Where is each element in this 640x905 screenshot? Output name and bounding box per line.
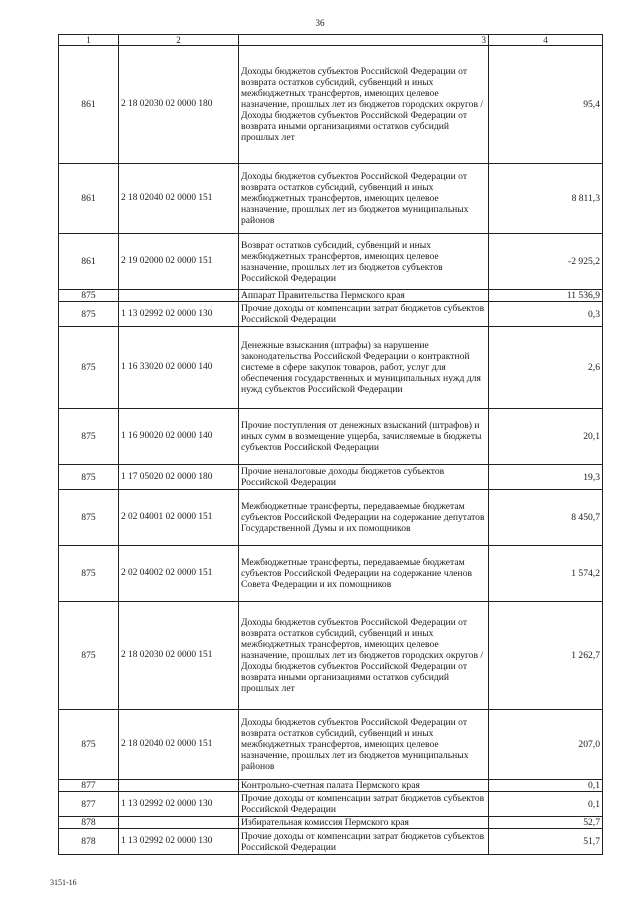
- amount-cell: 8 811,3: [489, 164, 603, 234]
- revenue-code-cell: 1 13 02992 02 0000 130: [119, 829, 239, 855]
- amount-cell: 1 262,7: [489, 602, 603, 710]
- revenue-name-cell: Доходы бюджетов субъектов Российской Федерации от возврата остатков субсидий, субвенций и иных межбюджетных трансфертов, имеющих целевое назначение, прошлых лет из бюджетов городских округов / Доходы бюджетов субъектов Российской Федерации от возврата иными организациями остатков субсидий прошлых лет: [239, 46, 489, 164]
- table-row: [59, 829, 603, 855]
- revenue-table: [58, 34, 603, 855]
- revenue-name-cell: Прочие доходы от компенсации затрат бюджетов субъектов Российской Федерации: [239, 829, 489, 855]
- revenue-name-cell: Контрольно-счетная палата Пермского края: [239, 780, 489, 792]
- revenue-code-cell: 2 19 02000 02 0000 151: [119, 234, 239, 290]
- admin-code-cell: 875: [59, 710, 119, 780]
- revenue-code-cell: 1 16 33020 02 0000 140: [119, 327, 239, 409]
- revenue-code-cell: [119, 817, 239, 829]
- revenue-code-cell: 1 16 90020 02 0000 140: [119, 409, 239, 465]
- revenue-name-cell: Доходы бюджетов субъектов Российской Федерации от возврата остатков субсидий, субвенций и иных межбюджетных трансфертов, имеющих целевое назначение, прошлых лет из бюджетов муниципальных районов: [239, 164, 489, 234]
- revenue-code-cell: 2 02 04001 02 0000 151: [119, 490, 239, 546]
- revenue-code-cell: 1 13 02992 02 0000 130: [119, 792, 239, 817]
- revenue-code-cell: 2 18 02030 02 0000 151: [119, 602, 239, 710]
- amount-cell: 2,6: [489, 327, 603, 409]
- admin-code-cell: 861: [59, 46, 119, 164]
- table-row: [59, 546, 603, 602]
- table-row: [59, 817, 603, 829]
- table-row: [59, 302, 603, 327]
- amount-cell: 0,1: [489, 792, 603, 817]
- revenue-code-cell: 2 18 02040 02 0000 151: [119, 164, 239, 234]
- column-header-3: 3: [239, 35, 489, 46]
- table-row: [59, 164, 603, 234]
- table-row: [59, 409, 603, 465]
- amount-cell: -2 925,2: [489, 234, 603, 290]
- admin-code-cell: 875: [59, 490, 119, 546]
- table-row: [59, 327, 603, 409]
- revenue-name-cell: Прочие доходы от компенсации затрат бюджетов субъектов Российской Федерации: [239, 302, 489, 327]
- revenue-name-cell: Прочие неналоговые доходы бюджетов субъектов Российской Федерации: [239, 465, 489, 490]
- amount-cell: 95,4: [489, 46, 603, 164]
- amount-cell: 207,0: [489, 710, 603, 780]
- table-row: [59, 710, 603, 780]
- revenue-name-cell: Избирательная комиссия Пермского края: [239, 817, 489, 829]
- amount-cell: 20,1: [489, 409, 603, 465]
- admin-code-cell: 875: [59, 465, 119, 490]
- table-row: [59, 602, 603, 710]
- amount-cell: 0,3: [489, 302, 603, 327]
- revenue-name-cell: Возврат остатков субсидий, субвенций и иных межбюджетных трансфертов, имеющих целевое назначение, прошлых лет из бюджетов субъектов Российской Федерации: [239, 234, 489, 290]
- amount-cell: 19,3: [489, 465, 603, 490]
- table-row: [59, 792, 603, 817]
- revenue-code-cell: 2 18 02040 02 0000 151: [119, 710, 239, 780]
- footer-code: 3151-16: [50, 878, 77, 887]
- amount-cell: 52,7: [489, 817, 603, 829]
- admin-code-cell: 875: [59, 546, 119, 602]
- revenue-code-cell: 2 18 02030 02 0000 180: [119, 46, 239, 164]
- table-row: [59, 234, 603, 290]
- admin-code-cell: 878: [59, 817, 119, 829]
- amount-cell: 11 536,9: [489, 290, 603, 302]
- amount-cell: 1 574,2: [489, 546, 603, 602]
- revenue-code-cell: 2 02 04002 02 0000 151: [119, 546, 239, 602]
- revenue-code-cell: [119, 290, 239, 302]
- revenue-name-cell: Прочие доходы от компенсации затрат бюджетов субъектов Российской Федерации: [239, 792, 489, 817]
- revenue-name-cell: Доходы бюджетов субъектов Российской Федерации от возврата остатков субсидий, субвенций и иных межбюджетных трансфертов, имеющих целевое назначение, прошлых лет из бюджетов муниципальных районов: [239, 710, 489, 780]
- revenue-name-cell: Аппарат Правительства Пермского края: [239, 290, 489, 302]
- revenue-name-cell: Прочие поступления от денежных взысканий (штрафов) и иных сумм в возмещение ущерба, зачисляемые в бюджеты субъектов Российской Федерации: [239, 409, 489, 465]
- table-row: [59, 465, 603, 490]
- amount-cell: 51,7: [489, 829, 603, 855]
- page-number: 36: [315, 18, 325, 28]
- amount-cell: 8 450,7: [489, 490, 603, 546]
- column-header-1: 1: [59, 35, 119, 46]
- admin-code-cell: 875: [59, 602, 119, 710]
- revenue-name-cell: Доходы бюджетов субъектов Российской Федерации от возврата остатков субсидий, субвенций и иных межбюджетных трансфертов, имеющих целевое назначение, прошлых лет из бюджетов городских округов / Доходы бюджетов субъектов Российской Федерации от возврата иными организациями остатков субсидий прошлых лет: [239, 602, 489, 710]
- admin-code-cell: 875: [59, 290, 119, 302]
- column-header-2: 2: [119, 35, 239, 46]
- admin-code-cell: 875: [59, 327, 119, 409]
- revenue-name-cell: Межбюджетные трансферты, передаваемые бюджетам субъектов Российской Федерации на содержание членов Совета Федерации и их помощников: [239, 546, 489, 602]
- admin-code-cell: 877: [59, 792, 119, 817]
- revenue-code-cell: 1 17 05020 02 0000 180: [119, 465, 239, 490]
- table-row: [59, 46, 603, 164]
- admin-code-cell: 861: [59, 164, 119, 234]
- revenue-name-cell: Денежные взыскания (штрафы) за нарушение законодательства Российской Федерации о контрактной системе в сфере закупок товаров, работ, услуг для обеспечения государственных и муниципальных нужд для нужд субъектов Российской Федерации: [239, 327, 489, 409]
- admin-code-cell: 877: [59, 780, 119, 792]
- revenue-code-cell: [119, 780, 239, 792]
- table-body: [59, 46, 603, 855]
- column-header-row: [59, 35, 603, 46]
- table-row: [59, 290, 603, 302]
- table-row: [59, 780, 603, 792]
- amount-cell: 0,1: [489, 780, 603, 792]
- admin-code-cell: 878: [59, 829, 119, 855]
- table-row: [59, 490, 603, 546]
- revenue-code-cell: 1 13 02992 02 0000 130: [119, 302, 239, 327]
- admin-code-cell: 861: [59, 234, 119, 290]
- revenue-name-cell: Межбюджетные трансферты, передаваемые бюджетам субъектов Российской Федерации на содержание депутатов Государственной Думы и их помощников: [239, 490, 489, 546]
- admin-code-cell: 875: [59, 409, 119, 465]
- column-header-4: 4: [489, 35, 603, 46]
- admin-code-cell: 875: [59, 302, 119, 327]
